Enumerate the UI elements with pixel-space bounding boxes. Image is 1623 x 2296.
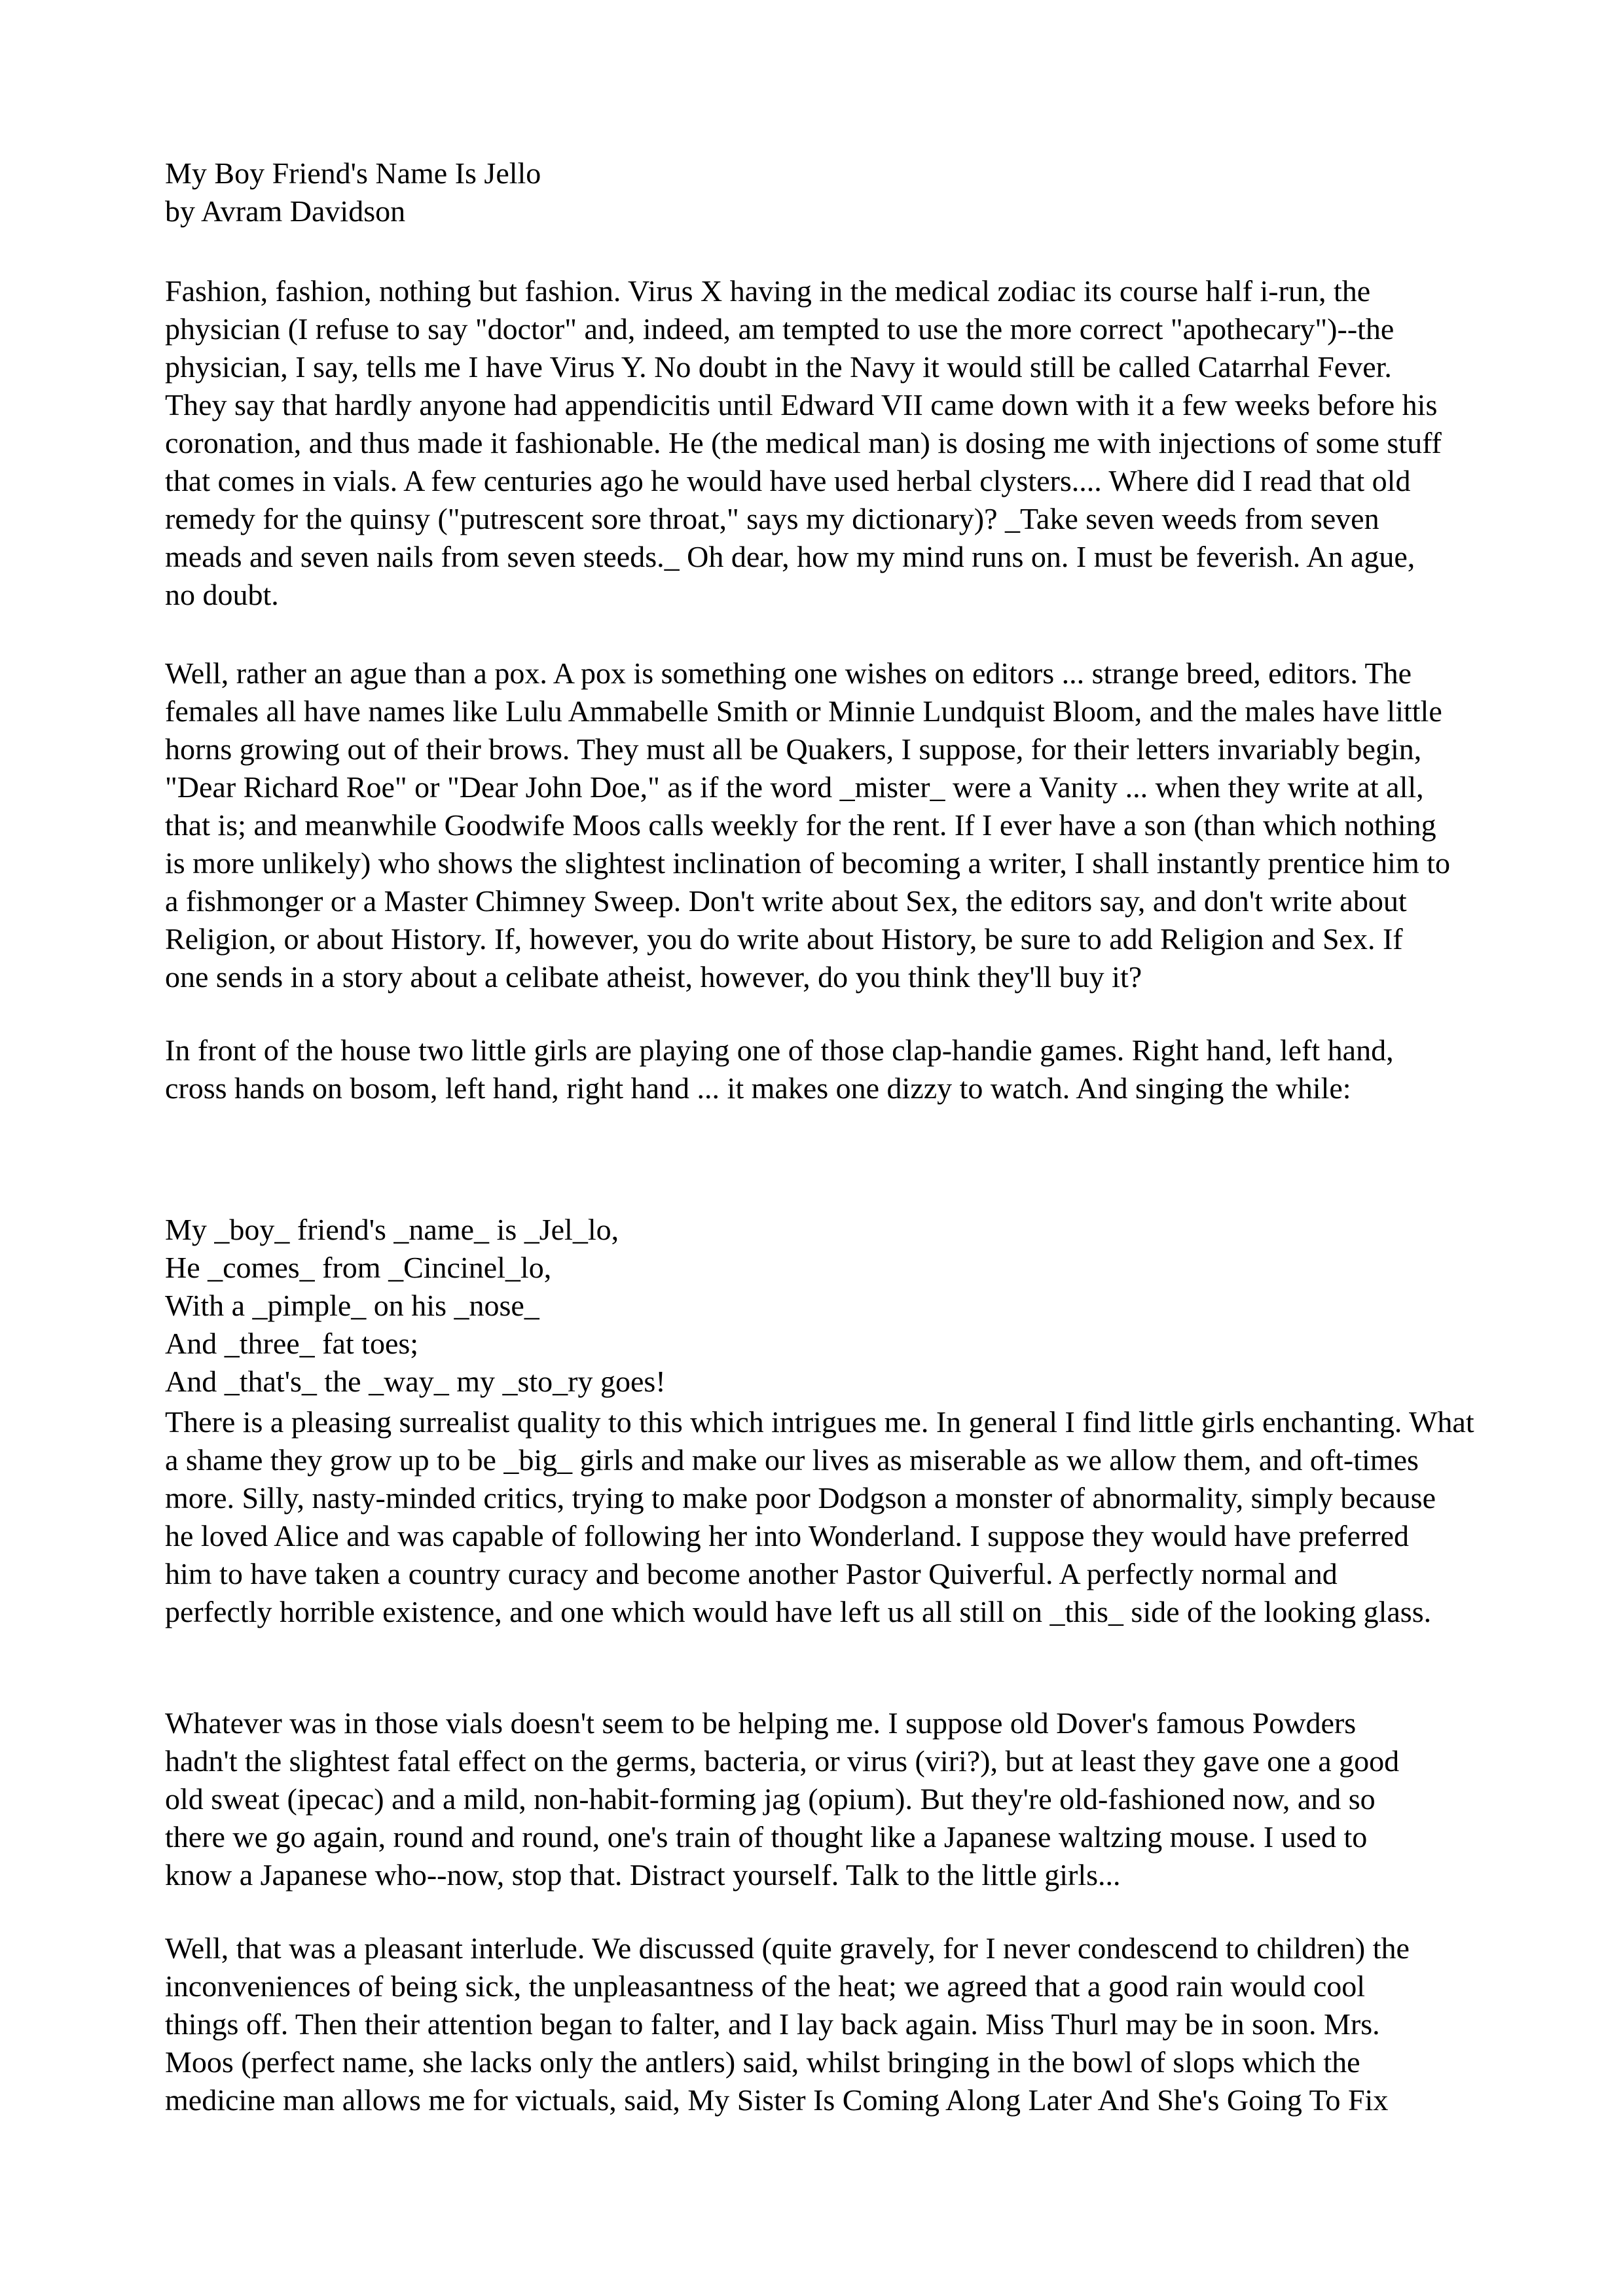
paragraph-4 — [165, 1403, 1474, 1631]
text-line: more. Silly, nasty-minded critics, trying to make poor Dodgson a monster of abnormality, simply because — [165, 1481, 1436, 1515]
text-line: Moos (perfect name, she lacks only the antlers) said, whilst bringing in the bowl of slops which the — [165, 2045, 1360, 2079]
text-line: a shame they grow up to be _big_ girls and make our lives as miserable as we allow them, and oft-times — [165, 1443, 1419, 1477]
text-line: Whatever was in those vials doesn't seem to be helping me. I suppose old Dover's famous Powders — [165, 1706, 1357, 1740]
poem-line: And _that's_ the _way_ my _sto_ry goes! — [165, 1365, 666, 1398]
paragraph-5 — [165, 1704, 1474, 1894]
text-line: horns growing out of their brows. They must all be Quakers, I suppose, for their letters invariably begin, — [165, 732, 1422, 766]
text-line: no doubt. — [165, 578, 279, 611]
paragraph-3 — [165, 1031, 1474, 1107]
text-line: know a Japanese who--now, stop that. Distract yourself. Talk to the little girls... — [165, 1858, 1121, 1892]
text-line: "Dear Richard Roe" or "Dear John Doe," as if the word _mister_ were a Vanity ... when they write at all, — [165, 770, 1424, 804]
text-line: that comes in vials. A few centuries ago he would have used herbal clysters.... Where did I read that old — [165, 464, 1411, 497]
text-line: that is; and meanwhile Goodwife Moos calls weekly for the rent. If I ever have a son (than which nothing — [165, 808, 1436, 842]
title-block — [165, 154, 1474, 230]
text-line: he loved Alice and was capable of following her into Wonderland. I suppose they would have preferred — [165, 1519, 1410, 1552]
text-line: Well, rather an ague than a pox. A pox is something one wishes on editors ... strange breed, editors. The — [165, 656, 1412, 690]
text-line: They say that hardly anyone had appendicitis until Edward VII came down with it a few weeks before his — [165, 388, 1438, 422]
text-line: physician, I say, tells me I have Virus Y. No doubt in the Navy it would still be called Catarrhal Fever. — [165, 350, 1392, 384]
paragraph-6 — [165, 1929, 1474, 2119]
text-line: meads and seven nails from seven steeds._ Oh dear, how my mind runs on. I must be feverish. An ague, — [165, 540, 1415, 573]
text-line: Well, that was a pleasant interlude. We discussed (quite gravely, for I never condescend to children) the — [165, 1931, 1410, 1965]
text-line: Religion, or about History. If, however, you do write about History, be sure to add Religion and Sex. If — [165, 922, 1403, 956]
poem-line: My _boy_ friend's _name_ is _Jel_lo, — [165, 1213, 619, 1246]
text-line: a fishmonger or a Master Chimney Sweep. Don't write about Sex, the editors say, and don't write about — [165, 884, 1407, 918]
text-line: inconveniences of being sick, the unpleasantness of the heat; we agreed that a good rain would cool — [165, 1969, 1366, 2003]
text-line: Fashion, fashion, nothing but fashion. Virus X having in the medical zodiac its course half i-run, the — [165, 274, 1371, 308]
paragraph-2 — [165, 655, 1474, 996]
text-line: females all have names like Lulu Ammabelle Smith or Minnie Lundquist Bloom, and the males have little — [165, 694, 1442, 728]
text-line: is more unlikely) who shows the slightest inclination of becoming a writer, I shall instantly prentice him to — [165, 846, 1451, 880]
text-line: medicine man allows me for victuals, said, My Sister Is Coming Along Later And She's Going To Fix — [165, 2083, 1389, 2117]
text-line: There is a pleasing surrealist quality to this which intrigues me. In general I find little girls enchanting. What — [165, 1405, 1474, 1439]
story-title: My Boy Friend's Name Is Jello — [165, 156, 541, 190]
text-line: cross hands on bosom, left hand, right hand ... it makes one dizzy to watch. And singing the while: — [165, 1071, 1351, 1105]
author-byline: by Avram Davidson — [165, 194, 406, 228]
paragraph-1 — [165, 272, 1474, 614]
text-line: remedy for the quinsy ("putrescent sore throat," says my dictionary)? _Take seven weeds from seven — [165, 502, 1379, 535]
text-line: In front of the house two little girls are playing one of those clap-handie games. Right hand, left hand, — [165, 1033, 1394, 1067]
text-line: perfectly horrible existence, and one which would have left us all still on _this_ side of the looking glass. — [165, 1595, 1432, 1628]
text-line: one sends in a story about a celibate atheist, however, do you think they'll buy it? — [165, 960, 1142, 994]
poem-line: And _three_ fat toes; — [165, 1327, 419, 1360]
text-line: him to have taken a country curacy and become another Pastor Quiverful. A perfectly normal and — [165, 1557, 1338, 1590]
text-line: physician (I refuse to say "doctor" and, indeed, am tempted to use the more correct "apothecary")--the — [165, 312, 1395, 346]
poem-line: With a _pimple_ on his _nose_ — [165, 1289, 539, 1322]
text-line: things off. Then their attention began to falter, and I lay back again. Miss Thurl may be in soon. Mrs. — [165, 2007, 1380, 2041]
text-line: there we go again, round and round, one's train of thought like a Japanese waltzing mouse. I used to — [165, 1820, 1368, 1854]
text-line: coronation, and thus made it fashionable. He (the medical man) is dosing me with injections of some stuff — [165, 426, 1442, 459]
poem-verse — [165, 1211, 1474, 1401]
text-line: hadn't the slightest fatal effect on the germs, bacteria, or virus (viri?), but at least they gave one a good — [165, 1744, 1400, 1778]
poem-line: He _comes_ from _Cincinel_lo, — [165, 1251, 552, 1284]
text-line: old sweat (ipecac) and a mild, non-habit-forming jag (opium). But they're old-fashioned now, and so — [165, 1782, 1376, 1816]
